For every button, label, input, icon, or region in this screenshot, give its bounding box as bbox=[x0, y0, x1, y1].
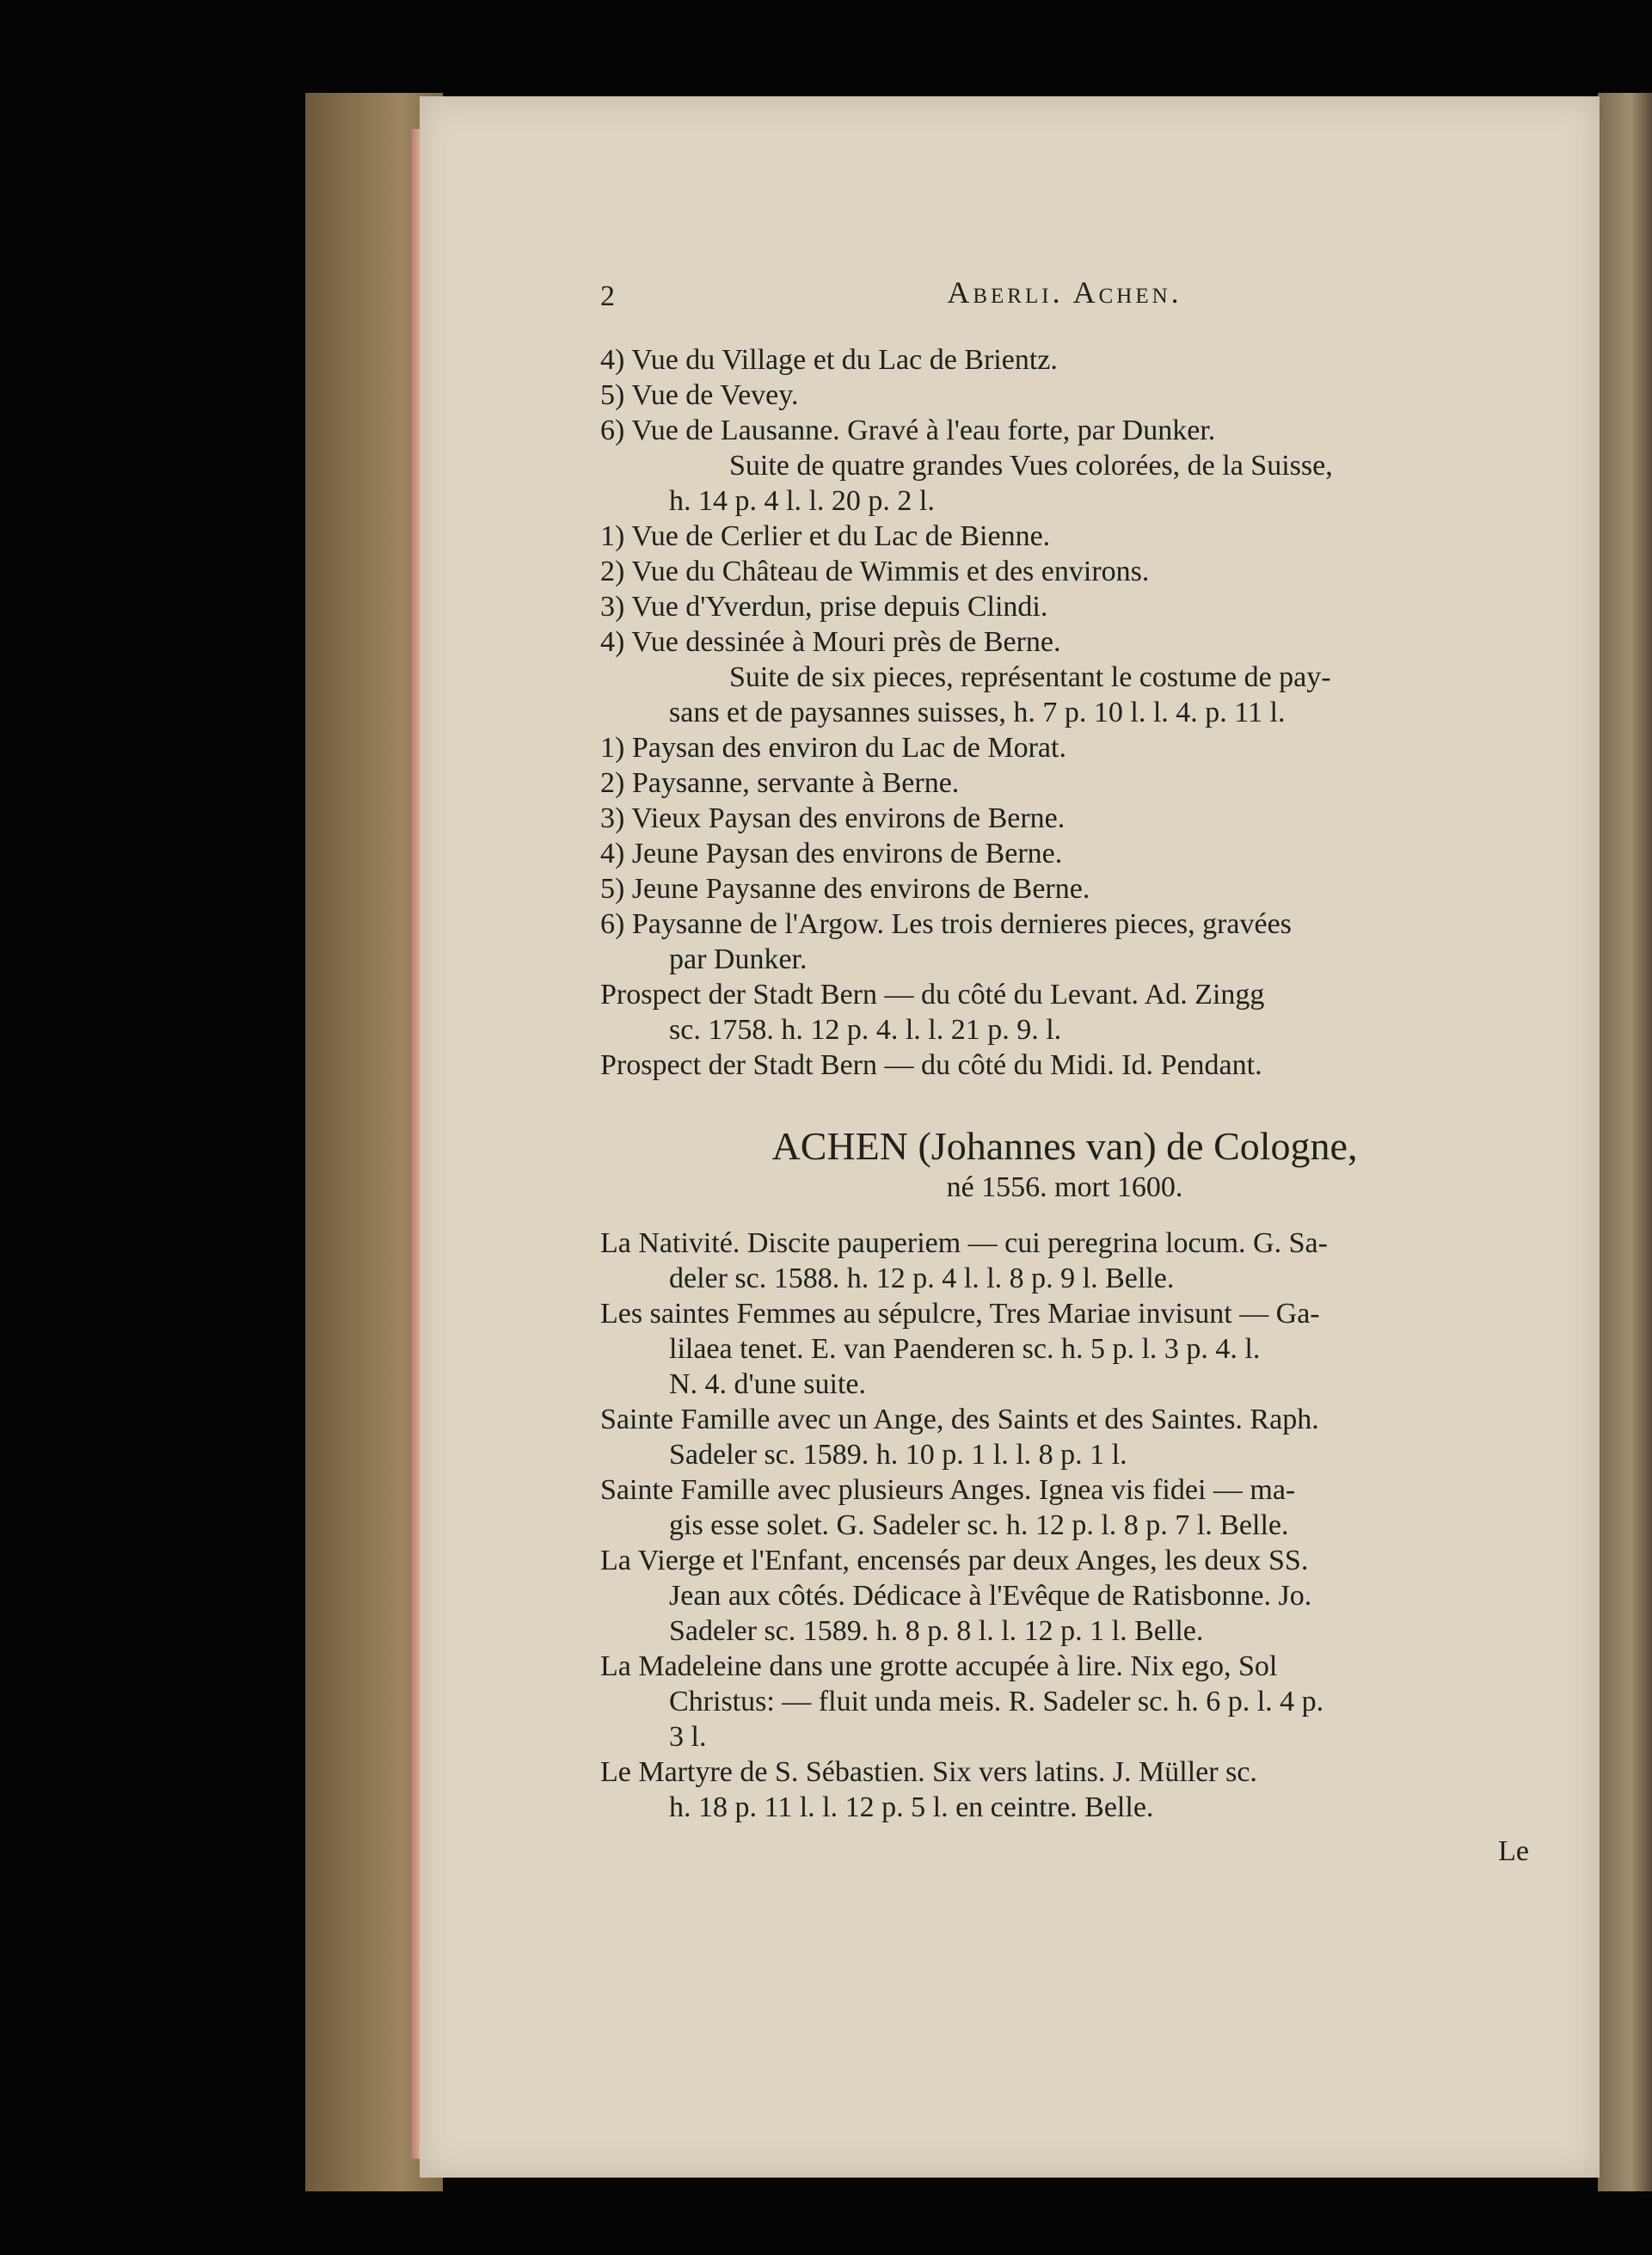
text-line: 4) Vue du Village et du Lac de Brientz. bbox=[600, 344, 1058, 376]
text-line: Les saintes Femmes au sépulcre, Tres Mariae invisunt — Ga- bbox=[600, 1298, 1320, 1330]
text-line: h. 14 p. 4 l. l. 20 p. 2 l. bbox=[669, 485, 935, 517]
text-line: par Dunker. bbox=[669, 943, 808, 975]
text-line: 5) Vue de Vevey. bbox=[600, 379, 799, 411]
text-line: 2) Vue du Château de Wimmis et des environs. bbox=[600, 556, 1150, 587]
text-line: gis esse solet. G. Sadeler sc. h. 12 p. l. 8 p. 7 l. Belle. bbox=[669, 1509, 1289, 1541]
text-line: La Nativité. Discite pauperiem — cui peregrina locum. G. Sa- bbox=[600, 1227, 1328, 1259]
text-line: deler sc. 1588. h. 12 p. 4 l. l. 8 p. 9 l. Belle. bbox=[669, 1263, 1175, 1294]
text-line: 1) Vue de Cerlier et du Lac de Bienne. bbox=[600, 520, 1051, 552]
text-line: Suite de six pieces, représentant le costume de pay- bbox=[729, 661, 1331, 693]
text-line: h. 18 p. 11 l. l. 12 p. 5 l. en ceintre. Belle. bbox=[669, 1791, 1154, 1823]
running-title: Aberli. Achen. bbox=[947, 275, 1182, 310]
text-line: 5) Jeune Paysanne des environs de Berne. bbox=[600, 873, 1090, 905]
text-line: 2) Paysanne, servante à Berne. bbox=[600, 767, 960, 799]
text-line: 3 l. bbox=[669, 1721, 707, 1753]
text-line: La Madeleine dans une grotte accupée à lire. Nix ego, Sol bbox=[600, 1650, 1278, 1682]
text-line: La Vierge et l'Enfant, encensés par deux Anges, les deux SS. bbox=[600, 1545, 1309, 1576]
catchword: Le bbox=[1498, 1835, 1529, 1867]
text-line: 6) Vue de Lausanne. Gravé à l'eau forte, par Dunker. bbox=[600, 415, 1216, 446]
text-line: Sadeler sc. 1589. h. 8 p. 8 l. l. 12 p. 1 l. Belle. bbox=[669, 1615, 1204, 1647]
aberli-entries bbox=[600, 342, 1529, 1083]
text-line: Prospect der Stadt Bern — du côté du Midi. Id. Pendant. bbox=[600, 1049, 1262, 1081]
artist-heading: ACHEN (Johannes van) de Cologne, bbox=[771, 1124, 1358, 1168]
text-line: Jean aux côtés. Dédicace à l'Evêque de Ratisbonne. Jo. bbox=[669, 1580, 1312, 1612]
text-line: lilaea tenet. E. van Paenderen sc. h. 5 p. l. 3 p. 4. l. bbox=[669, 1333, 1261, 1365]
text-line: 4) Jeune Paysan des environs de Berne. bbox=[600, 838, 1063, 869]
text-line: Christus: — fluit unda meis. R. Sadeler sc. h. 6 p. l. 4 p. bbox=[669, 1686, 1324, 1717]
text-line: Prospect der Stadt Bern — du côté du Levant. Ad. Zingg bbox=[600, 979, 1265, 1011]
text-line: N. 4. d'une suite. bbox=[669, 1368, 866, 1400]
text-line: Sainte Famille avec un Ange, des Saints et des Saintes. Raph. bbox=[600, 1404, 1319, 1435]
book-page bbox=[420, 96, 1600, 2178]
text-line: Suite de quatre grandes Vues colorées, de la Suisse, bbox=[729, 450, 1333, 482]
text-line: Le Martyre de S. Sébastien. Six vers latins. J. Müller sc. bbox=[600, 1756, 1257, 1788]
text-line: Sainte Famille avec plusieurs Anges. Ignea vis fidei — ma- bbox=[600, 1474, 1296, 1506]
book-cover-right bbox=[1598, 93, 1652, 2191]
text-line: sc. 1758. h. 12 p. 4. l. l. 21 p. 9. l. bbox=[669, 1014, 1062, 1046]
text-line: sans et de paysannes suisses, h. 7 p. 10 l. l. 4. p. 11 l. bbox=[669, 697, 1286, 728]
page-text bbox=[600, 268, 1529, 1869]
text-line: 3) Vieux Paysan des environs de Berne. bbox=[600, 802, 1066, 834]
page-edge bbox=[411, 129, 420, 2159]
page-number: 2 bbox=[600, 280, 615, 312]
text-line: 4) Vue dessinée à Mouri près de Berne. bbox=[600, 626, 1061, 658]
text-line: Sadeler sc. 1589. h. 10 p. 1 l. l. 8 p. 1 l. bbox=[669, 1439, 1127, 1471]
text-line: 3) Vue d'Yverdun, prise depuis Clindi. bbox=[600, 591, 1048, 623]
text-line: 1) Paysan des environ du Lac de Morat. bbox=[600, 732, 1066, 764]
text-line: 6) Paysanne de l'Argow. Les trois dernieres pieces, gravées bbox=[600, 908, 1292, 940]
achen-entries bbox=[600, 1226, 1529, 1825]
running-head bbox=[600, 268, 1529, 329]
artist-dates: né 1556. mort 1600. bbox=[946, 1171, 1183, 1203]
